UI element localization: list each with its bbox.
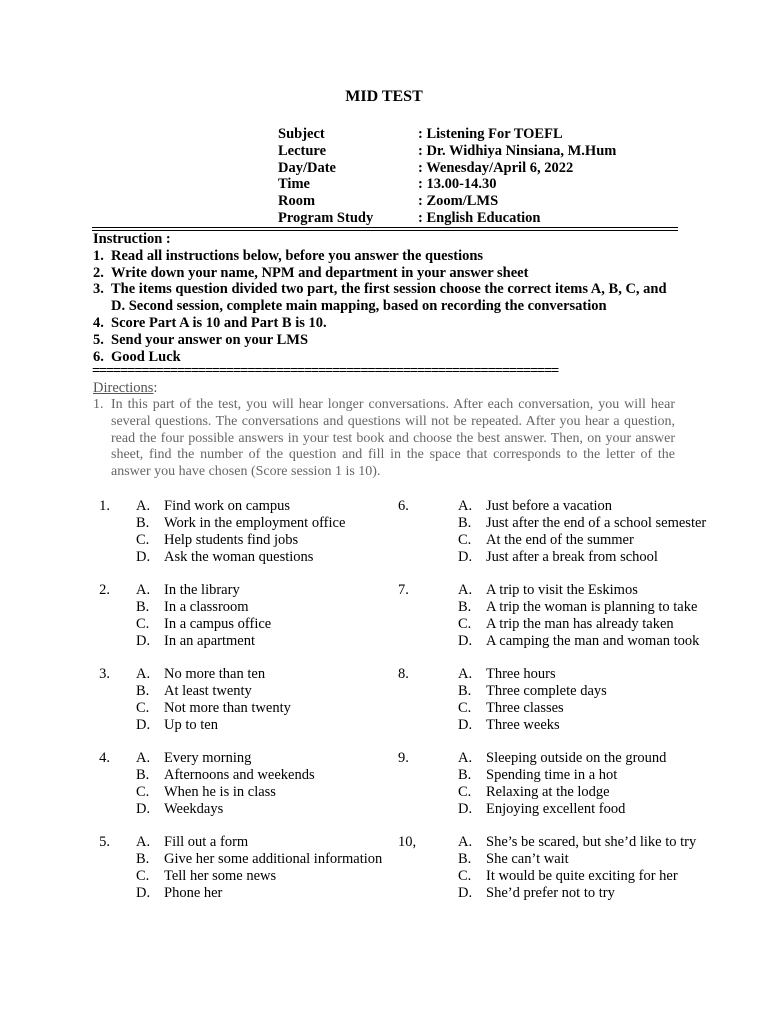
option-letter: C. — [136, 868, 150, 884]
directions-title: Directions — [93, 380, 154, 396]
instruction-number: 3. — [93, 281, 104, 298]
option-letter: D. — [136, 633, 151, 649]
option-text: Sleeping outside on the ground — [486, 750, 667, 766]
answer-option — [136, 683, 252, 700]
directions-colon: : — [153, 380, 158, 396]
answer-option — [136, 599, 249, 616]
answer-option — [136, 582, 240, 599]
instruction-text: Good Luck — [111, 348, 181, 365]
answer-option — [458, 616, 674, 633]
option-text: Help students find jobs — [164, 532, 299, 548]
answer-option — [458, 851, 569, 868]
option-letter: C. — [458, 700, 472, 716]
option-text: Ask the woman questions — [164, 549, 314, 565]
option-text: Just after the end of a school semester — [486, 515, 707, 531]
option-text: In the library — [164, 582, 240, 598]
option-letter: B. — [458, 851, 472, 867]
option-text: Just before a vacation — [486, 498, 613, 514]
option-text: Not more than twenty — [164, 700, 291, 716]
option-letter: C. — [458, 616, 472, 632]
answer-option — [136, 750, 251, 767]
answer-option — [458, 633, 699, 650]
exam-info-label: Room — [278, 193, 316, 210]
option-letter: A. — [458, 834, 473, 850]
option-letter: C. — [458, 784, 472, 800]
answer-option — [458, 582, 638, 599]
option-letter: A. — [458, 582, 473, 598]
option-letter: D. — [136, 549, 151, 565]
question-number: 7. — [398, 582, 409, 598]
exam-info-label: Day/Date — [278, 159, 336, 176]
option-letter: D. — [458, 717, 473, 733]
answer-option — [458, 868, 678, 885]
answer-option — [136, 498, 290, 515]
option-text: In an apartment — [164, 633, 255, 649]
answer-option — [458, 683, 607, 700]
exam-info-row — [278, 176, 616, 193]
option-letter: A. — [136, 666, 151, 682]
option-letter: B. — [458, 515, 472, 531]
instruction-item — [93, 265, 693, 282]
option-letter: D. — [136, 801, 151, 817]
option-letter: A. — [136, 582, 151, 598]
answer-option — [458, 717, 560, 734]
option-letter: B. — [458, 767, 472, 783]
option-letter: C. — [136, 784, 150, 800]
option-text: Three classes — [486, 700, 564, 716]
answer-option — [136, 801, 223, 818]
instruction-number: 5. — [93, 331, 104, 348]
answer-option — [458, 599, 697, 616]
exam-info-row — [278, 160, 616, 177]
option-text: Afternoons and weekends — [164, 767, 315, 783]
exam-info-value: : Zoom/LMS — [418, 193, 499, 210]
instruction-text: Send your answer on your LMS — [111, 331, 309, 348]
answer-option — [136, 549, 313, 566]
option-text: Every morning — [164, 750, 252, 766]
option-text: No more than ten — [164, 666, 266, 682]
answer-option — [136, 532, 298, 549]
option-text: Work in the employment office — [164, 515, 346, 531]
instruction-text: Write down your name, NPM and department in your answer sheet — [111, 264, 529, 281]
exam-info-value: : Wenesday/April 6, 2022 — [418, 159, 574, 176]
option-letter: B. — [458, 599, 472, 615]
instruction-number: 1. — [93, 247, 104, 264]
exam-info-value: : 13.00-14.30 — [418, 176, 497, 193]
exam-info-label: Subject — [278, 126, 325, 142]
page-title: MID TEST — [345, 88, 423, 105]
directions-number: 1. — [93, 397, 104, 412]
answer-option — [458, 549, 658, 566]
question-number: 5. — [99, 834, 110, 850]
option-letter: C. — [458, 868, 472, 884]
option-text: In a classroom — [164, 599, 249, 615]
answer-option — [136, 784, 276, 801]
answer-option — [136, 700, 291, 717]
instruction-item — [93, 281, 693, 315]
option-letter: D. — [136, 717, 151, 733]
option-text: A trip to visit the Eskimos — [486, 582, 638, 598]
answer-option — [458, 666, 556, 683]
option-letter: D. — [458, 633, 473, 649]
equals-separator: ================================================================== — [92, 363, 559, 379]
answer-option — [458, 700, 564, 717]
option-text: She’s be scared, but she’d like to try — [486, 834, 697, 850]
option-text: Find work on campus — [164, 498, 291, 514]
question-number: 4. — [99, 750, 110, 766]
answer-option — [458, 784, 610, 801]
option-text: Relaxing at the lodge — [486, 784, 610, 800]
option-letter: B. — [458, 683, 472, 699]
option-letter: B. — [136, 851, 150, 867]
answer-option — [136, 868, 276, 885]
answer-option — [458, 801, 625, 818]
option-letter: A. — [136, 750, 151, 766]
option-text: Fill out a form — [164, 834, 249, 850]
option-text: A trip the woman is planning to take — [486, 599, 698, 615]
option-letter: C. — [136, 616, 150, 632]
option-letter: B. — [136, 515, 150, 531]
option-text: Just after a break from school — [486, 549, 658, 565]
instruction-text: Read all instructions below, before you answer the questions — [111, 247, 484, 264]
answer-option — [458, 834, 696, 851]
option-text: At least twenty — [164, 683, 252, 699]
option-letter: A. — [136, 834, 151, 850]
question-number: 6. — [398, 498, 409, 514]
question-number: 2. — [99, 582, 110, 598]
option-text: Spending time in a hot — [486, 767, 618, 783]
option-letter: B. — [136, 599, 150, 615]
answer-option — [458, 767, 617, 784]
option-letter: C. — [136, 532, 150, 548]
exam-info-label: Time — [278, 176, 310, 193]
question-number: 1. — [99, 498, 110, 514]
exam-info-value: : Dr. Widhiya Ninsiana, M.Hum — [418, 142, 617, 159]
exam-info — [278, 126, 616, 227]
answer-option — [458, 750, 666, 767]
option-letter: D. — [136, 885, 151, 901]
option-text: In a campus office — [164, 616, 272, 632]
answer-option — [458, 885, 615, 902]
option-letter: A. — [458, 666, 473, 682]
exam-info-value: : English Education — [418, 209, 541, 226]
option-letter: B. — [136, 683, 150, 699]
exam-info-row — [278, 210, 616, 227]
option-letter: C. — [458, 532, 472, 548]
instruction-number: 4. — [93, 314, 104, 331]
option-letter: A. — [458, 750, 473, 766]
instruction-block — [93, 231, 693, 365]
instruction-item — [93, 315, 693, 332]
instruction-heading: Instruction : — [93, 231, 171, 247]
answer-option — [136, 666, 265, 683]
option-text: A trip the man has already taken — [486, 616, 674, 632]
directions-text: In this part of the test, you will hear longer conversations. After each conversation, you will hear several questions. The conversations and questions will not be repeated. After you hear a question, read the four possible answers in your test book and choose the best answer. Then, on your answer sheet, find the number of the question and fill in the space that corresponds to the letter of the answer you have chosen (Score session 1 is 10). — [111, 397, 675, 480]
option-text: Three hours — [486, 666, 556, 682]
answer-option — [136, 767, 315, 784]
question-number: 9. — [398, 750, 409, 766]
instruction-item — [93, 332, 693, 349]
option-text: Three complete days — [486, 683, 607, 699]
option-text: At the end of the summer — [486, 532, 634, 548]
exam-info-row — [278, 126, 616, 143]
option-letter: D. — [458, 549, 473, 565]
answer-option — [458, 515, 706, 532]
option-text: Up to ten — [164, 717, 218, 733]
option-text: Give her some additional information — [164, 851, 383, 867]
answer-option — [136, 633, 255, 650]
exam-info-value: : Listening For TOEFL — [418, 126, 563, 142]
option-letter: A. — [136, 498, 151, 514]
exam-info-row — [278, 193, 616, 210]
exam-info-label: Program Study — [278, 209, 374, 226]
option-text: Phone her — [164, 885, 223, 901]
directions-heading — [93, 380, 157, 397]
exam-info-label: Lecture — [278, 142, 327, 159]
answer-option — [136, 834, 248, 851]
question-number: 3. — [99, 666, 110, 682]
exam-info-row — [278, 143, 616, 160]
option-text: When he is in class — [164, 784, 276, 800]
instruction-text: Score Part A is 10 and Part B is 10. — [111, 314, 327, 331]
option-text: Tell her some news — [164, 868, 277, 884]
option-text: Enjoying excellent food — [486, 801, 626, 817]
instruction-number: 2. — [93, 264, 104, 281]
answer-option — [458, 532, 634, 549]
option-letter: C. — [136, 700, 150, 716]
question-number: 10, — [398, 834, 417, 850]
option-text: A camping the man and woman took — [486, 633, 700, 649]
option-text: Weekdays — [164, 801, 224, 817]
option-letter: B. — [136, 767, 150, 783]
instruction-text: The items question divided two part, the first session choose the correct items A, B, C, and D. Second session, complete main mapping, based on recording the conversation — [111, 281, 667, 315]
option-text: Three weeks — [486, 717, 560, 733]
answer-option — [458, 498, 612, 515]
option-letter: D. — [458, 885, 473, 901]
question-number: 8. — [398, 666, 409, 682]
option-text: She’d prefer not to try — [486, 885, 615, 901]
answer-option — [136, 515, 345, 532]
answer-option — [136, 717, 218, 734]
option-text: She can’t wait — [486, 851, 569, 867]
answer-option — [136, 851, 382, 868]
answer-option — [136, 885, 222, 902]
directions-body — [93, 397, 675, 481]
instruction-item — [93, 248, 693, 265]
option-letter: D. — [458, 801, 473, 817]
instruction-number: 6. — [93, 348, 104, 365]
option-letter: A. — [458, 498, 473, 514]
option-text: It would be quite exciting for her — [486, 868, 678, 884]
answer-option — [136, 616, 271, 633]
